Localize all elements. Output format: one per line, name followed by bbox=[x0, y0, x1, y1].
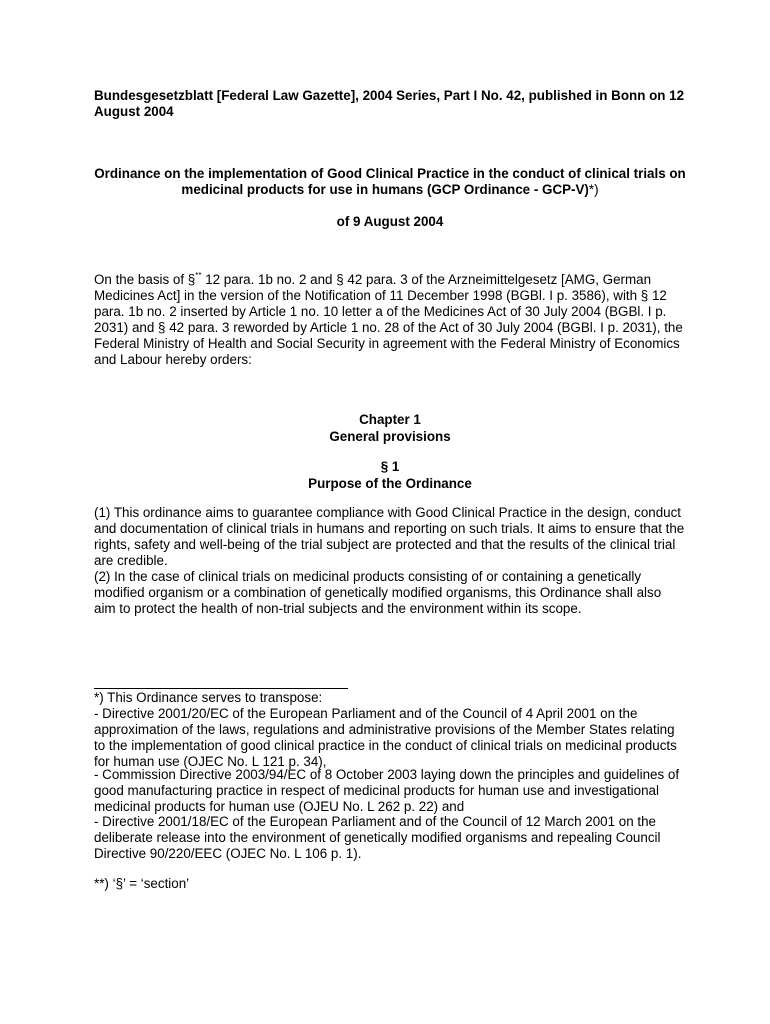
title-footnote-marker: *) bbox=[588, 182, 599, 197]
section-paragraph-1: (1) This ordinance aims to guarantee compliance with Good Clinical Practice in the design, conduct and documentation of clinical trials in humans and reporting on such trials. It aims to ensure that the rights, safety and well-being of the trial subject are protected and that the results of the clinical trial are credible. bbox=[94, 505, 685, 568]
preamble-text: 12 para. 1b no. 2 and § 42 para. 3 of the Arzneimittelgesetz [AMG, German Medicines Act] in the version of the Notification of 11 December 1998 (BGBl. I p. 3586), with § 12 para. 1b no. 2 inserted by Article 1 no. 10 letter a of the Medicines Act of 30 July 2004 (BGBl. I p. 2031) and § 42 para. 3 reworded by Article 1 no. 28 of the Act of 30 July 2004 (BGBl. I p. 2031), the Federal Ministry of Health and Social Security in agreement with the Federal Ministry of Economics and Labour hereby orders: bbox=[94, 272, 683, 367]
footnote-1-item-3: - Directive 2001/18/EC of the European Parliament and of the Council of 12 March 2001 on the deliberate release into the environment of genetically modified organisms and repealing Council Directive 90/220/EEC (OJEC No. L 106 p. 1). bbox=[94, 814, 661, 861]
ordinance-title bbox=[94, 166, 686, 198]
chapter-title: General provisions bbox=[329, 429, 451, 444]
footnote-2: **) ‘§’ = ‘section’ bbox=[94, 876, 190, 891]
ordinance-title-text: Ordinance on the implementation of Good Clinical Practice in the conduct of clinical trials on medicinal products for use in humans (GCP Ordinance - GCP-V) bbox=[94, 166, 686, 197]
footnote-1-intro: *) This Ordinance serves to transpose: bbox=[94, 690, 323, 705]
chapter-number: Chapter 1 bbox=[359, 412, 421, 427]
preamble-footnote-marker: ** bbox=[195, 271, 202, 280]
footnote-1-item-2: - Commission Directive 2003/94/EC of 8 October 2003 laying down the principles and guidelines of good manufacturing practice in respect of medicinal products for human use and investigational medicinal products for human use (OJEU No. L 262 p. 22) and bbox=[94, 767, 680, 814]
preamble bbox=[94, 272, 686, 368]
footnote-divider bbox=[94, 688, 348, 689]
ordinance-date: of 9 August 2004 bbox=[336, 214, 444, 229]
section-paragraph-2: (2) In the case of clinical trials on medicinal products consisting of or containing a genetically modified organism or a combination of genetically modified organisms, this Ordinance shall also aim to protect the health of non-trial subjects and the environment within its scope. bbox=[94, 569, 662, 616]
section-number: § 1 bbox=[380, 459, 400, 474]
footnote-1-item-1: - Directive 2001/20/EC of the European Parliament and of the Council of 4 April 2001 on the approximation of the laws, regulations and administrative provisions of the Member States relating to the implementation of good clinical practice in the conduct of clinical trials on medicinal products for human use (OJEC No. L 121 p. 34), bbox=[94, 706, 677, 769]
section-title: Purpose of the Ordinance bbox=[308, 476, 472, 491]
gazette-header: Bundesgesetzblatt [Federal Law Gazette], 2004 Series, Part I No. 42, published in Bonn on 12 August 2004 bbox=[94, 88, 685, 119]
preamble-start: On the basis of § bbox=[94, 272, 196, 287]
